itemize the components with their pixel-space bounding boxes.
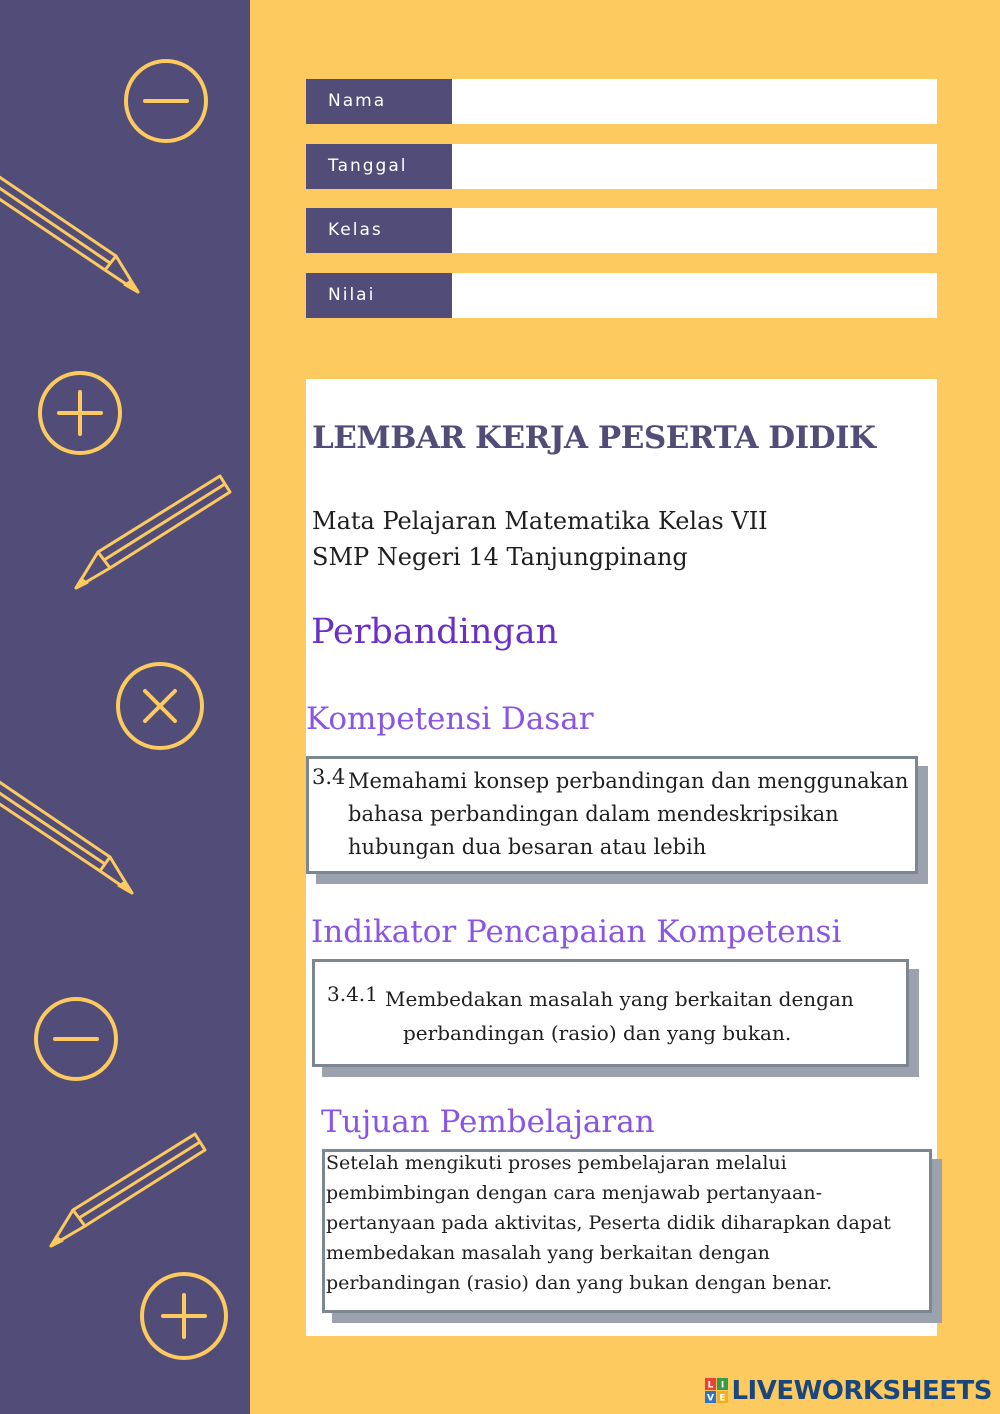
tujuan-line: pembimbingan dengan cara menjawab pertanyaan- [326,1182,822,1204]
name-label: Nama [306,79,452,124]
pencil-icon [0,170,145,300]
name-input[interactable] [452,79,937,124]
worksheet-subtitle [312,503,768,575]
liveworksheets-logo [705,1376,992,1406]
date-input[interactable] [452,144,937,189]
kd-text [348,765,908,864]
tujuan-line: membedakan masalah yang berkaitan dengan [326,1242,770,1264]
badge-letter: V [707,1393,715,1404]
ipk-text [385,982,854,1050]
indikator-box [312,959,909,1067]
badge-letter: E [719,1393,727,1404]
kd-line: bahasa perbandingan dalam mendeskripsikan [348,802,839,826]
pencil-icon [45,1128,210,1258]
kompetensi-dasar-box [306,756,918,874]
kompetensi-dasar-heading: Kompetensi Dasar [306,701,594,737]
subject-line: Mata Pelajaran Matematika Kelas VII [312,507,768,535]
tujuan-line: pertanyaan pada aktivitas, Peserta didik diharapkan dapat [326,1212,891,1234]
minus-circle-icon [120,55,212,147]
date-label: Tanggal [306,144,452,189]
tujuan-heading: Tujuan Pembelajaran [321,1104,655,1140]
kd-line: Memahami konsep perbandingan dan menggunakan [348,769,909,793]
score-input[interactable] [452,273,937,318]
class-input[interactable] [452,208,937,253]
ipk-line: Membedakan masalah yang berkaitan dengan [385,987,854,1011]
pencil-icon [0,775,140,900]
school-line: SMP Negeri 14 Tanjungpinang [312,543,688,571]
minus-circle-icon [30,993,122,1085]
multiply-circle-icon [114,660,206,752]
indikator-heading: Indikator Pencapaian Kompetensi [311,914,842,950]
pencil-icon [70,470,235,600]
plus-circle-icon [138,1270,230,1362]
ipk-line: perbandingan (rasio) dan yang bukan. [403,1021,792,1045]
decorative-sidebar [0,0,250,1414]
tujuan-line: perbandingan (rasio) dan yang bukan dengan benar. [326,1272,833,1294]
tujuan-box [322,1149,932,1313]
kd-line: hubungan dua besaran atau lebih [348,835,707,859]
plus-circle-icon [34,367,126,459]
badge-letter: I [721,1380,725,1391]
topic-title: Perbandingan [311,612,559,652]
ipk-number: 3.4.1 [327,982,378,1006]
kd-number: 3.4 [312,765,346,789]
tujuan-line: Setelah mengikuti proses pembelajaran melalui [326,1152,787,1174]
badge-letter: L [708,1380,714,1391]
liveworksheets-badge-icon [705,1378,729,1404]
score-label: Nilai [306,273,452,318]
worksheet-title: LEMBAR KERJA PESERTA DIDIK [312,420,876,456]
liveworksheets-wordmark: LIVEWORKSHEETS [731,1376,992,1406]
tujuan-text [326,1148,891,1298]
class-label: Kelas [306,208,452,253]
